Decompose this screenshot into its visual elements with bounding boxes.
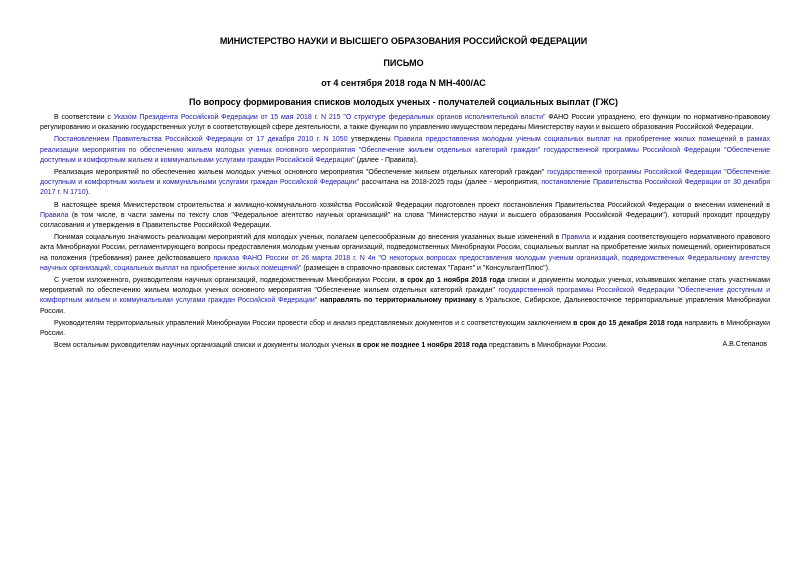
bold-text: направлять по территориальному признаку — [320, 297, 477, 305]
document-link[interactable]: Правила — [561, 234, 591, 242]
text-segment: В настоящее время Министерством строительства и жилищно-коммунального хозяйства Российской Федерации подготовлен проект постановления Правительства Российской Федерации о внесении изменений в — [54, 201, 770, 209]
text-segment: Реализация мероприятий по обеспечению жильем молодых ученых основного мероприятия "Обеспечение жильем отдельных категорий граждан" — [54, 169, 548, 177]
text-segment: ). — [85, 189, 90, 197]
document-type: ПИСЬМО — [383, 58, 424, 68]
text-segment: В соответствии с — [54, 114, 114, 121]
document-link[interactable]: Правила предоставления молодым ученым социальных выплат на приобретение жилых помещений в рамках реализации мероприятия по обеспечению жильем молодых ученых основного мероприятия "Обеспечение жильем отдельных категорий граждан" государственной программы Российской Федерации "Обеспечение доступным и комфортным жильем и коммунальными услугами граждан Российской Федерации" — [40, 136, 770, 164]
text-segment: Всем остальным руководителям научных организаций списки и документы молодых ученых — [54, 342, 357, 350]
text-segment: списки и документы молодых ученых, изъявивших желание стать участниками мероприятий по обеспечению жильем молодых ученых основного мероприятия "Обеспечение жильем отдельных категорий граждан" — [40, 277, 770, 295]
text-segment: утверждены — [347, 136, 395, 144]
document-link[interactable]: государственной программы Российской Федерации "Обеспечение доступным и комфортным жильем и коммунальными услугами граждан Российской Федерации" — [40, 169, 770, 187]
paragraph — [40, 276, 770, 317]
text-segment: в Уральское, Сибирское, Дальневосточное территориальные управления Минобрнауки России. — [40, 297, 770, 315]
paragraph — [40, 341, 770, 351]
document-link[interactable]: Постановлением Правительства Российской Федерации от 17 декабря 2010 г. N 1050 — [54, 136, 348, 144]
document-link[interactable]: Указом Президента Российской Федерации от 15 мая 2018 г. N 215 "О структуре федеральных органов исполнительной власти" — [113, 114, 546, 121]
ministry-title: МИНИСТЕРСТВО НАУКИ И ВЫСШЕГО ОБРАЗОВАНИЯ РОССИЙСКОЙ ФЕДЕРАЦИИ — [219, 36, 588, 46]
signature: А.В.Степанов — [722, 341, 767, 348]
text-segment: Руководителям территориальных управлений Минобрнауки России провести сбор и анализ представляемых документов и с соответствующим заключением — [54, 319, 574, 327]
document-link[interactable]: государственной программы Российской Федерации "Обеспечение доступным и комфортным жильем и коммунальными услугами граждан Российской Федерации" — [40, 287, 770, 305]
paragraph — [40, 233, 770, 274]
text-segment: (в том числе, в части замены по тексту слов "Федеральное агентство научных организаций" на слова "Министерство науки и высшего образования Российской Федерации"), который проходит процедуру согласования и утверждения в Правительстве Российской Федерации. — [40, 211, 770, 230]
paragraph — [40, 135, 770, 166]
document-date-number: от 4 сентября 2018 года N МН-400/АС — [321, 78, 486, 88]
text-segment: (далее - Правила). — [354, 156, 418, 164]
document-body — [40, 113, 770, 353]
document-link[interactable]: постановление Правительства Российской Федерации от 30 декабря 2017 г. N 1710 — [40, 179, 770, 197]
paragraph — [40, 168, 770, 199]
bold-text: в срок до 1 ноября 2018 года — [400, 277, 505, 285]
text-segment: Понимая социальную значимость реализации мероприятий для молодых ученых, полагаем целесообразным до внесения указанных выше изменений в — [54, 234, 562, 242]
bold-text: в срок не позднее 1 ноября 2018 года — [356, 342, 488, 350]
document-link[interactable]: Правила — [40, 211, 69, 219]
text-segment: представить в Минобрнауки России. — [487, 342, 608, 350]
document-subject: По вопросу формирования списков молодых ученых - получателей социальных выплат (ГЖС) — [189, 97, 618, 107]
text-segment: С учетом изложенного, руководителям научных организаций, подведомственным Минобрнауки России, — [54, 277, 401, 285]
text-segment: и издания соответствующего нормативного правового акта Минобрнауки России, регламентирующего вопросы предоставления молодым ученым организаций, подведомственных Минобрнауки России, социальных выплат на приобретение жилых помещений, ориентироваться на положения (требования) ранее действовавшего — [40, 234, 770, 262]
bold-text: в срок до 15 декабря 2018 года — [573, 319, 683, 327]
paragraph — [40, 201, 770, 232]
document-link[interactable]: приказа ФАНО России от 26 марта 2018 г. N 4н "О некоторых вопросах предоставления молодым ученым организаций, подведомственных Федеральному агентству научных организаций, социальных выплат на приобретение жилых помещений" — [40, 254, 770, 272]
text-segment: направить в Минобрнауки России. — [40, 319, 770, 338]
paragraph — [40, 319, 770, 339]
text-segment: рассчитана на 2018-2025 годы (далее - мероприятия, — [359, 179, 542, 187]
text-segment: (размещен в справочно-правовых системах "Гарант" и "КонсультантПлюс"). — [301, 264, 550, 272]
paragraph — [40, 113, 770, 133]
text-segment: ФАНО России упразднено, его функции по нормативно-правовому регулированию и оказанию государственных услуг в соответствующей сфере деятельности, а также функции по управлению имуществом переданы Министерству науки и высшего образования Российской Федерации. — [40, 114, 770, 132]
